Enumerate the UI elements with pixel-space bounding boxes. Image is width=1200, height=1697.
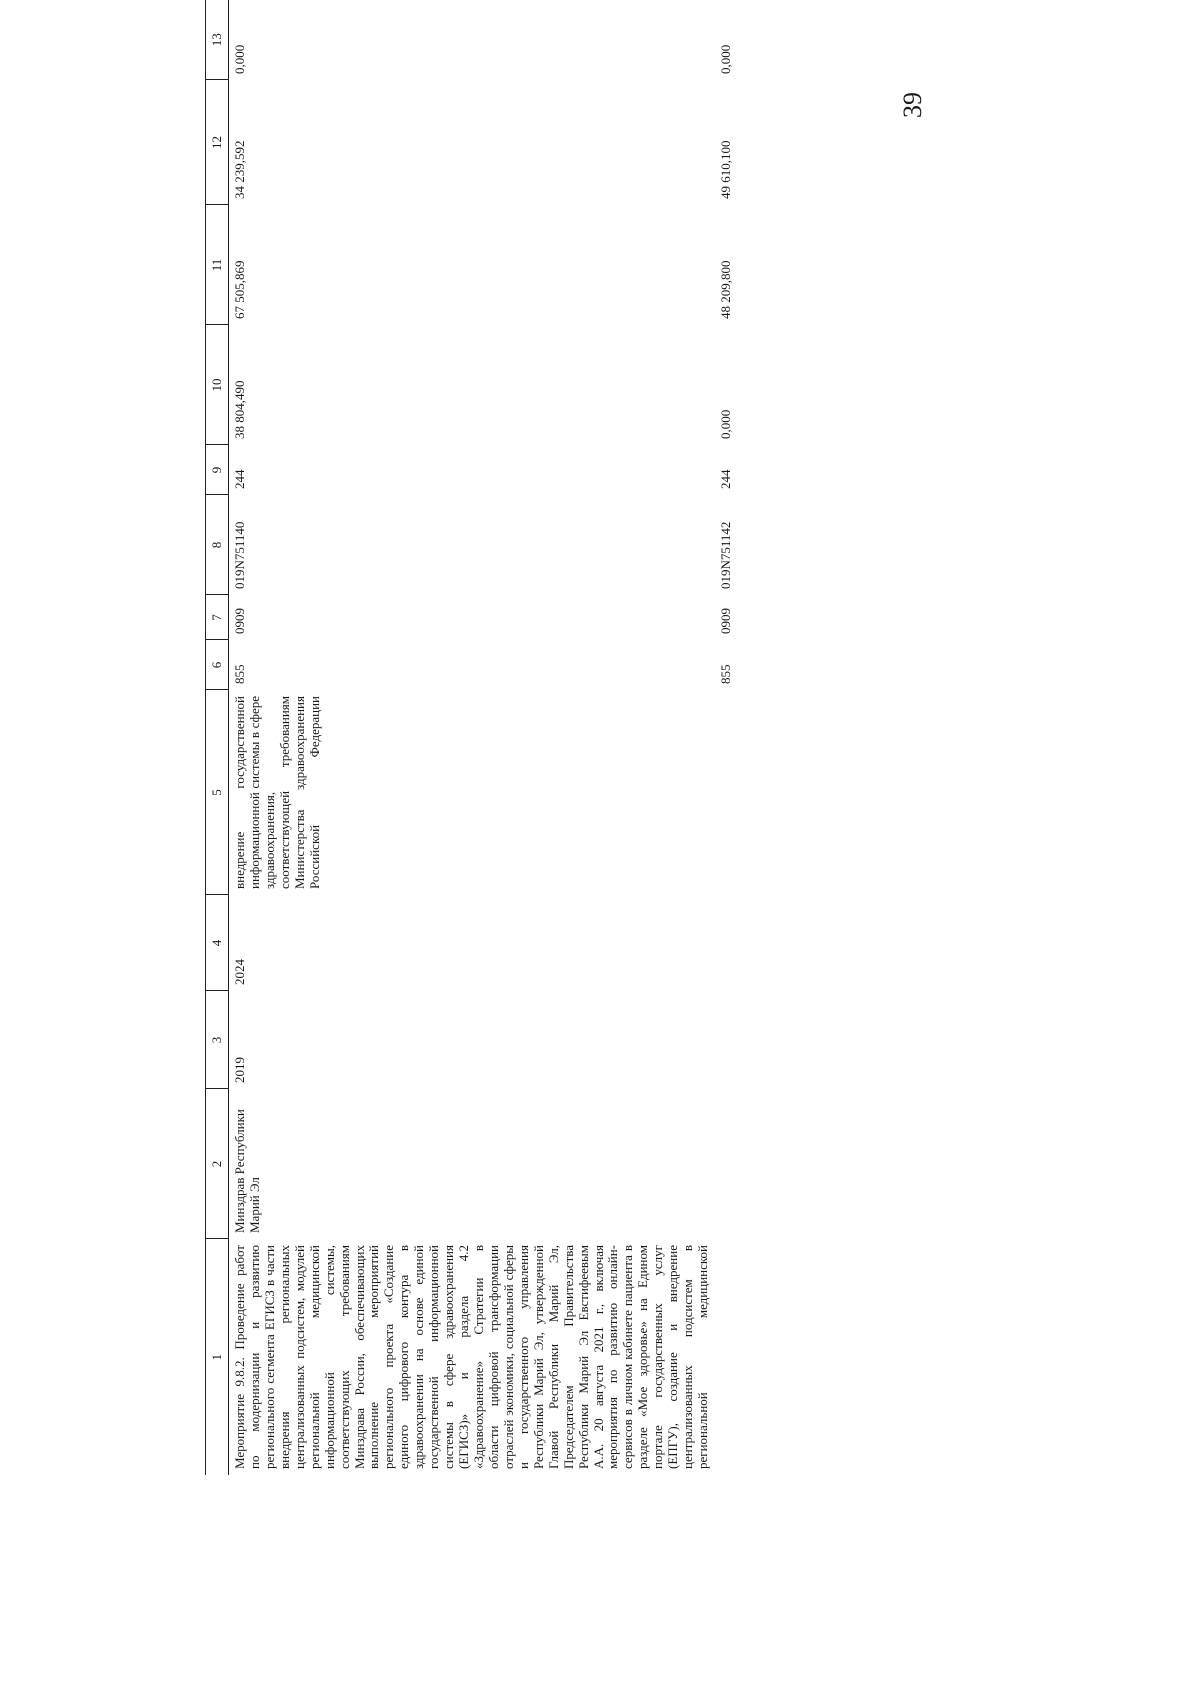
col-header-11: 11 (206, 205, 229, 325)
col-header-7: 7 (206, 595, 229, 640)
expense-type-code: 244 (718, 469, 733, 489)
amount-col-13: 0,000 (232, 44, 247, 74)
table-row (715, 0, 738, 1475)
amount-col-11: 48 209,800 (718, 260, 733, 319)
header-row (206, 0, 229, 1475)
budget-table (205, 0, 738, 1475)
section-code: 0909 (718, 608, 733, 634)
col-header-10: 10 (206, 325, 229, 445)
grbs-code: 855 (718, 664, 733, 684)
table-row (229, 0, 716, 1475)
col-header-1: 1 (206, 1239, 229, 1475)
measure-description (715, 1239, 738, 1475)
section-code: 0909 (232, 608, 247, 634)
col-header-9: 9 (206, 445, 229, 495)
amount-col-10: 38 804,490 (232, 380, 247, 439)
responsible-executor (715, 1089, 738, 1239)
rotated-page (205, 0, 1035, 1475)
col-header-13: 13 (206, 0, 229, 80)
amount-col-12: 34 239,592 (232, 140, 247, 199)
col-header-2: 2 (206, 1089, 229, 1239)
col-header-8: 8 (206, 495, 229, 595)
target-article-code: 019N751142 (718, 521, 733, 589)
col-header-3: 3 (206, 991, 229, 1089)
end-year: 2024 (232, 959, 247, 985)
end-year (715, 895, 738, 991)
col-header-5: 5 (206, 690, 229, 895)
expected-result: внедрение государственной информационной системы в сфере здравоохранения, соответствующей требованиям Министерства здравоохранения Российской Федерации (232, 696, 322, 889)
start-year: 2019 (232, 1057, 247, 1083)
responsible-executor: Минздрав Республики Марий Эл (232, 1109, 262, 1233)
amount-col-13: 0,000 (718, 44, 733, 74)
grbs-code: 855 (232, 664, 247, 684)
measure-description: Мероприятие 9.8.2. Проведение работ по модернизации и развитию регионального сегмента ЕГИСЗ в части внедрения региональных централизованных подсистем, модулей региональной медицинской информационной системы, соответствующих требованиям Минздрава России, обеспечивающих выполнение мероприятий регионального проекта «Создание единого цифрового контура в здравоохранении на основе единой государственной информационной системы в сфере здравоохранения (ЕГИСЗ)» и раздела 4.2 «Здравоохранение» Стратегии в области цифровой трансформации отраслей экономики, социальной сферы и государственного управления Республики Марий Эл, утвержденной Главой Республики Марий Эл, Председателем Правительства Республики Марий Эл Евстифеевым А.А. 20 августа 2021 г., включая мероприятия по развитию онлайн-сервисов в личном кабинете пациента в разделе «Мое здоровье» на Едином портале государственных услуг (ЕПГУ), создание и внедрение централизованных подсистем в региональной медицинской (232, 1245, 711, 1469)
amount-col-12: 49 610,100 (718, 140, 733, 199)
amount-col-11: 67 505,869 (232, 260, 247, 319)
expense-type-code: 244 (232, 469, 247, 489)
start-year (715, 991, 738, 1089)
col-header-6: 6 (206, 640, 229, 690)
expected-result (715, 690, 738, 895)
page-number: 39 (898, 92, 927, 118)
col-header-4: 4 (206, 895, 229, 991)
col-header-12: 12 (206, 80, 229, 205)
amount-col-10: 0,000 (718, 409, 733, 439)
target-article-code: 019N751140 (232, 521, 247, 589)
